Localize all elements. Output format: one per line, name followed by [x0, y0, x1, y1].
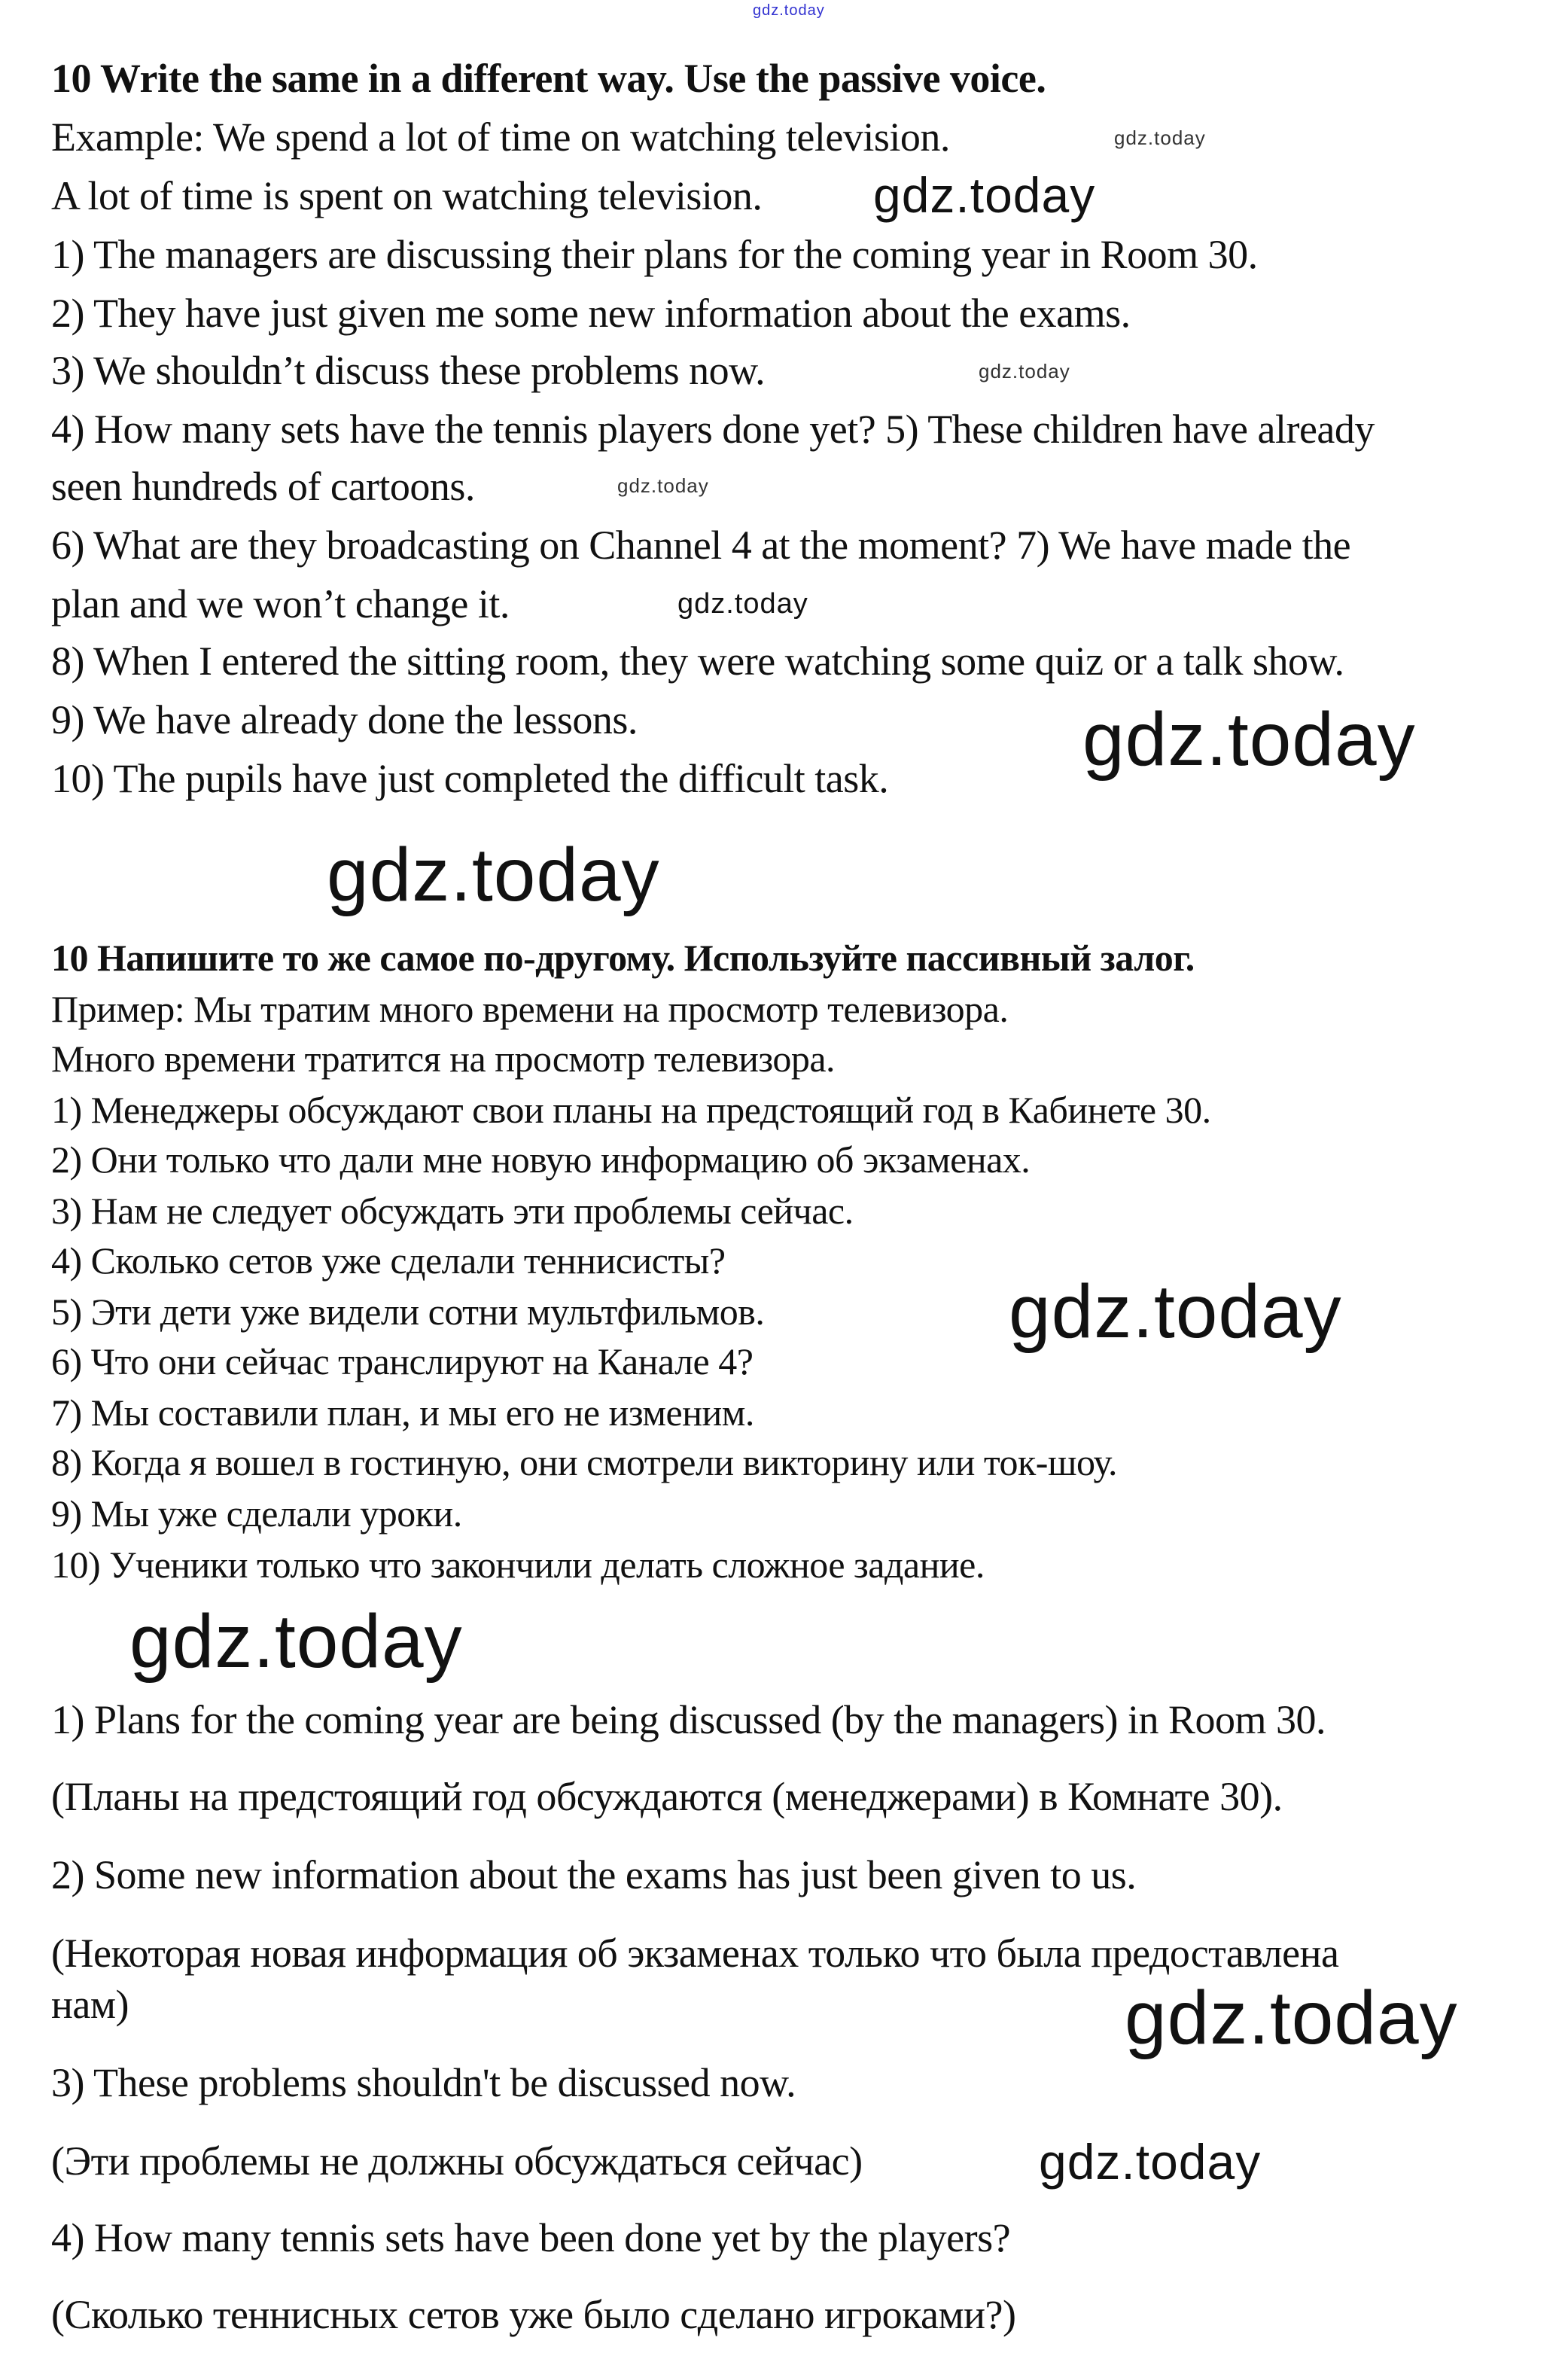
task-line-ru: 6) Что они сейчас транслируют на Канале 4?: [51, 1340, 754, 1382]
task-line: 6) What are they broadcasting on Channel 4 at the moment? 7) We have made the: [51, 523, 1351, 568]
answer-translation: (Некоторая новая информация об экзаменах только что была предоставлена: [51, 1931, 1339, 1976]
task-title-ru: 10 Напишите то же самое по-другому. Используйте пассивный залог.: [51, 937, 1195, 979]
watermark: gdz.today: [873, 167, 1096, 223]
task-line: 4) How many sets have the tennis players done yet? 5) These children have already: [51, 407, 1375, 452]
example-answer-line: A lot of time is spent on watching television.: [51, 173, 763, 218]
task-line: seen hundreds of cartoons.: [51, 464, 475, 509]
task-line-ru: Много времени тратится на просмотр телевизора.: [51, 1038, 836, 1080]
answer-line: 2) Some new information about the exams has just been given to us.: [51, 1852, 1137, 1897]
watermark: gdz.today: [617, 474, 709, 497]
answer-translation: (Эти проблемы не должны обсуждаться сейчас): [51, 2138, 863, 2184]
watermark: gdz.today: [1082, 697, 1416, 782]
task-line-ru: 1) Менеджеры обсуждают свои планы на предстоящий год в Кабинете 30.: [51, 1089, 1211, 1131]
task-line: 8) When I entered the sitting room, they were watching some quiz or a talk show.: [51, 639, 1344, 684]
task-line: plan and we won’t change it.: [51, 581, 510, 626]
watermark: gdz.today: [129, 1599, 463, 1684]
watermark: gdz.today: [1009, 1269, 1342, 1354]
watermark: gdz.today: [753, 2, 825, 19]
task-line-ru: 8) Когда я вошел в гостиную, они смотрели викторину или ток-шоу.: [51, 1441, 1118, 1483]
watermark: gdz.today: [1114, 126, 1206, 149]
task-line-ru: 3) Нам не следует обсуждать эти проблемы сейчас.: [51, 1190, 854, 1232]
answer-line: 1) Plans for the coming year are being discussed (by the managers) in Room 30.: [51, 1697, 1326, 1742]
task-line-ru: 4) Сколько сетов уже сделали теннисисты?: [51, 1239, 726, 1282]
watermark: gdz.today: [1039, 2134, 1262, 2190]
task-line-ru: 10) Ученики только что закончили делать сложное задание.: [51, 1544, 985, 1586]
task-line: 2) They have just given me some new information about the exams.: [51, 291, 1131, 336]
example-line: Example: We spend a lot of time on watching television.: [51, 114, 950, 160]
task-line: 1) The managers are discussing their plans for the coming year in Room 30.: [51, 232, 1258, 277]
answer-translation: (Сколько теннисных сетов уже было сделано игроками?): [51, 2292, 1016, 2337]
watermark: gdz.today: [979, 360, 1070, 383]
task-line-ru: 7) Мы составили план, и мы его не изменим.: [51, 1391, 754, 1434]
task-line: 10) The pupils have just completed the difficult task.: [51, 756, 889, 801]
watermark: gdz.today: [327, 833, 660, 917]
task-title-en: 10 Write the same in a different way. Use the passive voice.: [51, 56, 1046, 101]
task-line-ru: 5) Эти дети уже видели сотни мультфильмов.: [51, 1291, 765, 1333]
task-line-ru: Пример: Мы тратим много времени на просмотр телевизора.: [51, 988, 1009, 1030]
answer-translation: (Планы на предстоящий год обсуждаются (менеджерами) в Комнате 30).: [51, 1774, 1283, 1819]
task-line: 9) We have already done the lessons.: [51, 697, 638, 742]
answer-translation: нам): [51, 1982, 129, 2027]
answer-line: 4) How many tennis sets have been done yet by the players?: [51, 2215, 1011, 2260]
watermark: gdz.today: [1125, 1976, 1458, 2060]
watermark: gdz.today: [677, 588, 808, 620]
task-line-ru: 9) Мы уже сделали уроки.: [51, 1492, 462, 1535]
task-line: 3) We shouldn’t discuss these problems now.: [51, 348, 766, 393]
task-line-ru: 2) Они только что дали мне новую информацию об экзаменах.: [51, 1138, 1031, 1181]
answer-line: 3) These problems shouldn't be discussed now.: [51, 2060, 796, 2105]
